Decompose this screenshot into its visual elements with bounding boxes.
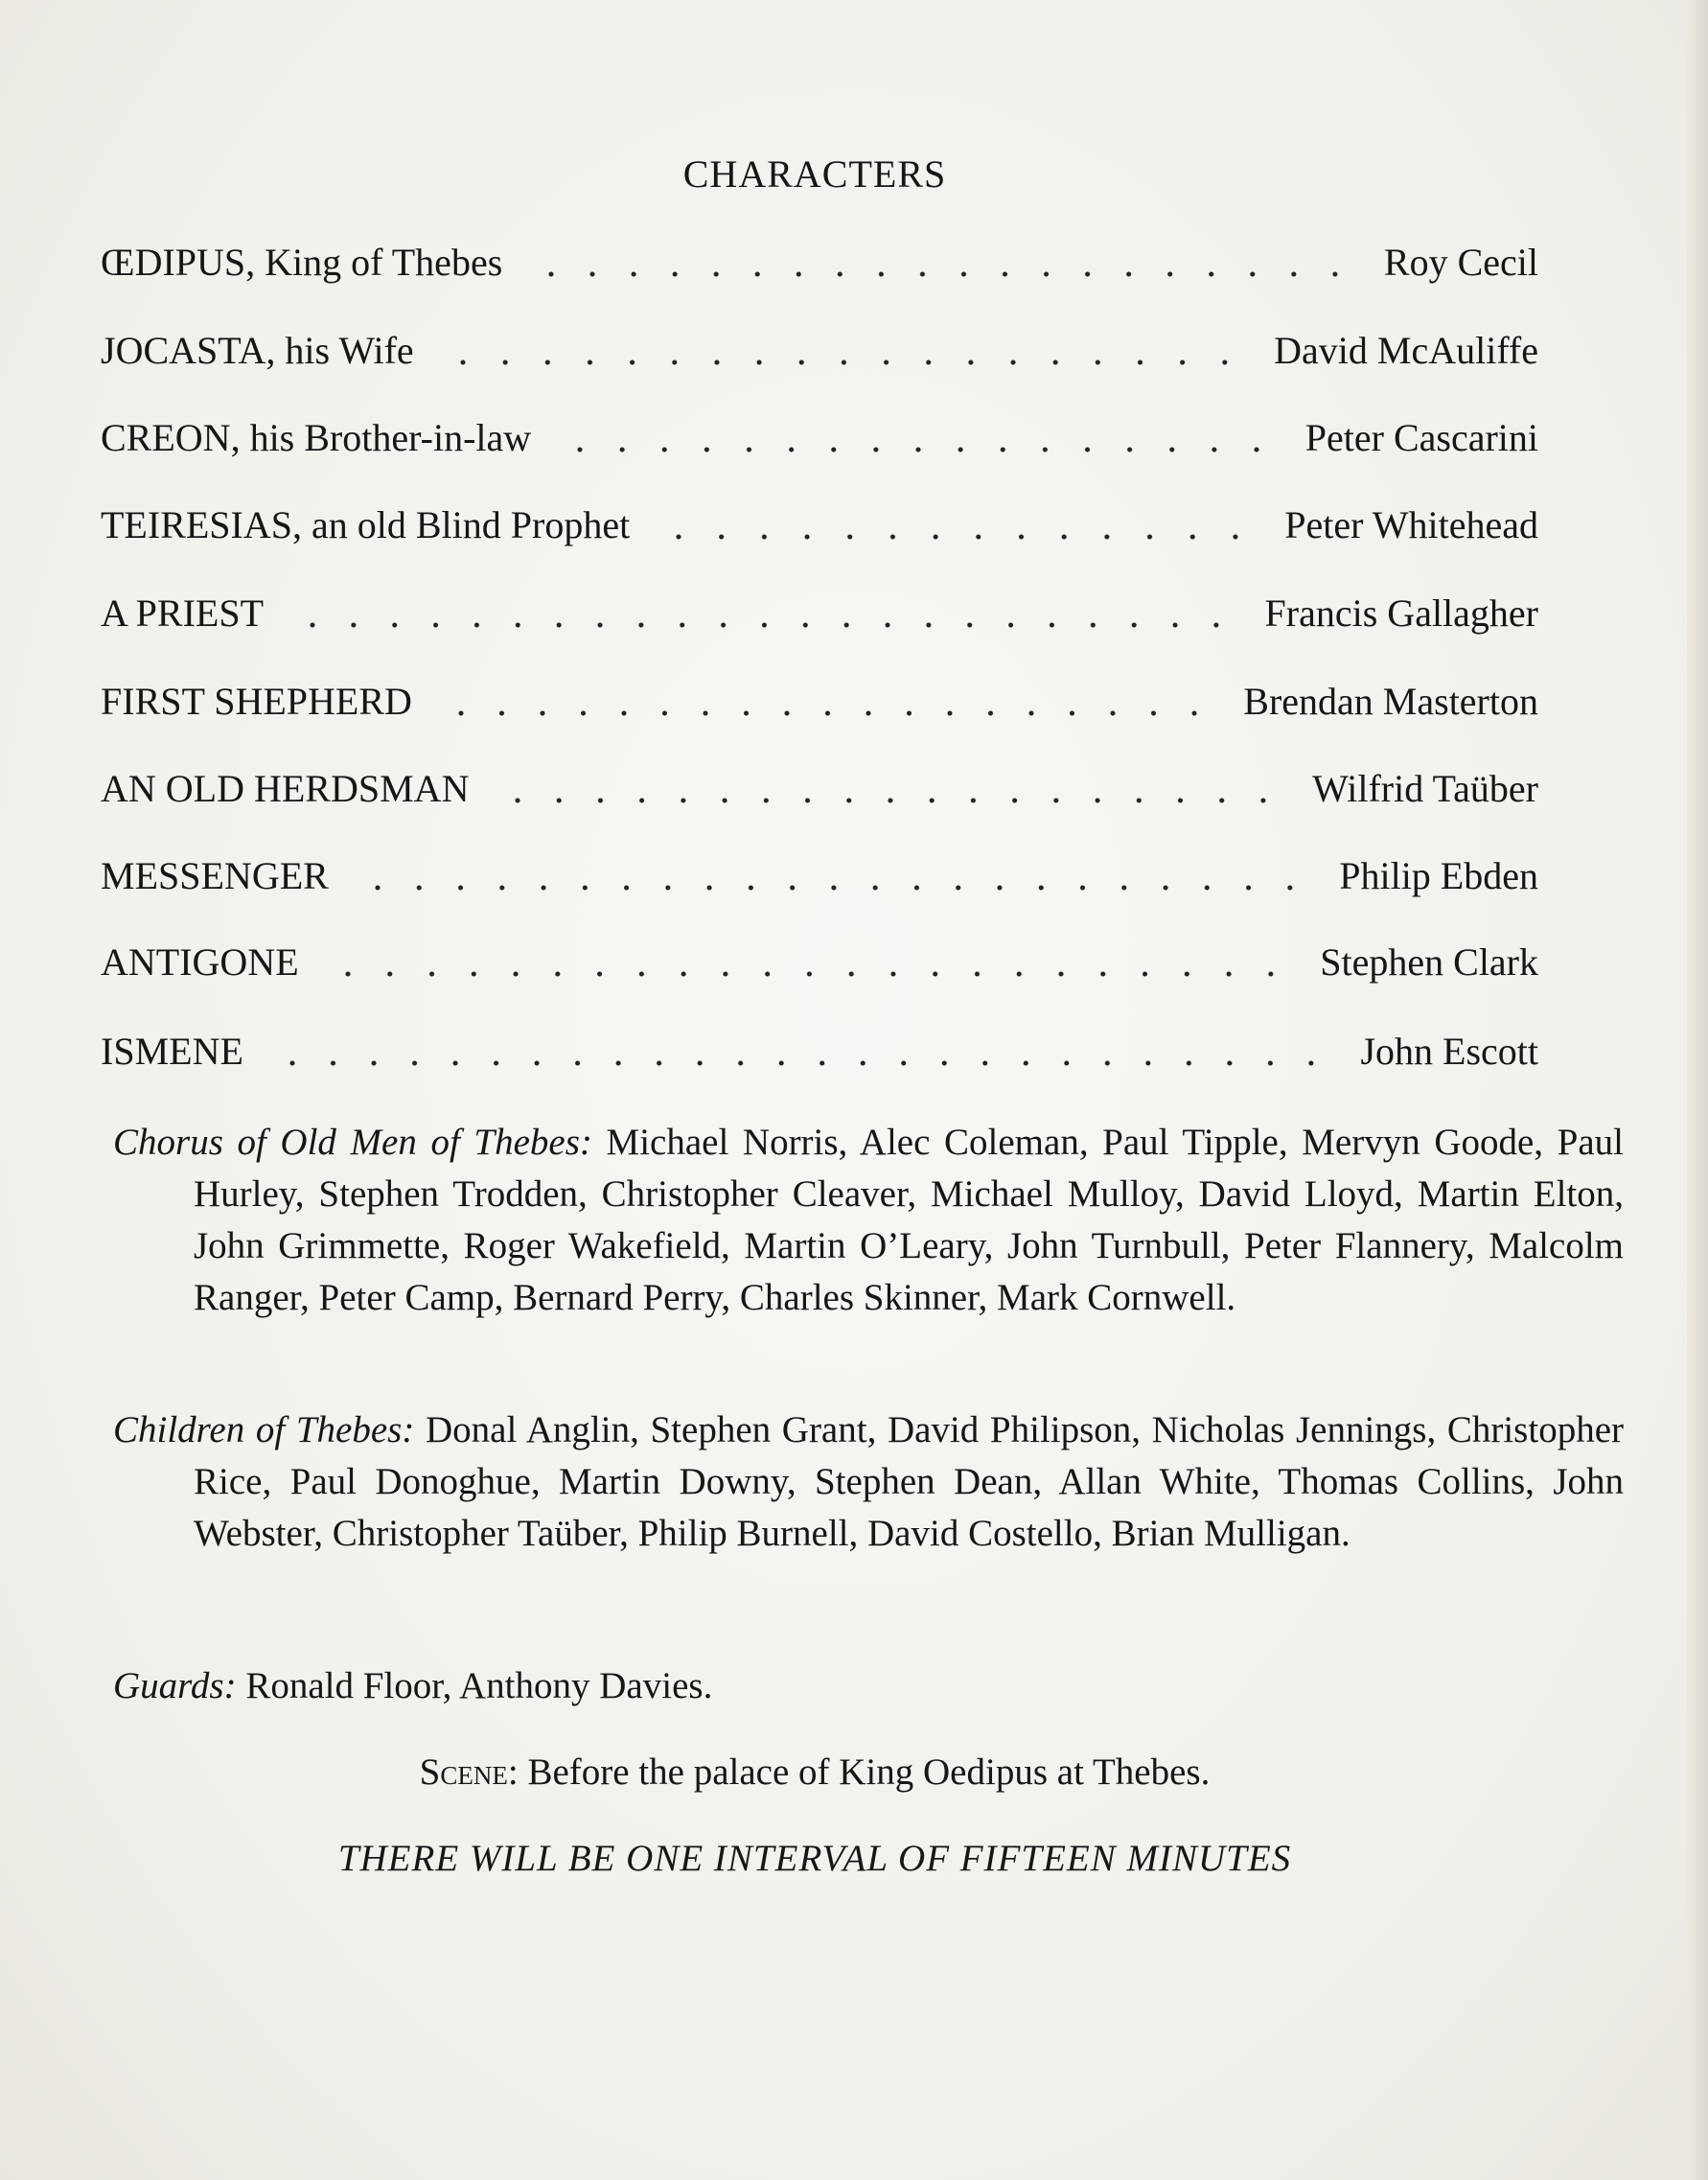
cast-row (101, 502, 1538, 547)
actor: Stephen Clark (1320, 940, 1538, 984)
role: FIRST SHEPHERD (101, 680, 412, 723)
dot-leader (443, 359, 1245, 366)
scene-line (0, 1751, 1629, 1794)
actor: Wilfrid Taüber (1312, 767, 1538, 810)
actor: Peter Whitehead (1284, 503, 1538, 546)
children-paragraph (113, 1404, 1624, 1560)
dot-leader (441, 709, 1214, 717)
cast-row (101, 328, 1538, 373)
group-names: Donal Anglin, Stephen Grant, David Philipson, Nicholas Jennings, Christopher Rice, Paul Donoghue, Martin Downy, Stephen Dean, Allan White, Thomas Collins, John Webster, Christopher Taüber, Philip Burnell, David Costello, Brian Mulligan. (194, 1409, 1624, 1554)
dot-leader (658, 533, 1256, 541)
group-label: Children of Thebes: (113, 1409, 415, 1450)
actor: John Escott (1360, 1030, 1538, 1073)
role: AN OLD HERDSMAN (101, 767, 470, 810)
paper-edge (1687, 0, 1708, 2180)
dot-leader (328, 970, 1292, 978)
cast-row (101, 240, 1538, 285)
role: ANTIGONE (101, 940, 299, 984)
dot-leader (358, 884, 1310, 892)
guards-paragraph (113, 1660, 1624, 1712)
actor: Peter Cascarini (1304, 416, 1538, 459)
role: CREON, his Brother-in-law (101, 416, 532, 459)
dot-leader (560, 446, 1277, 453)
cast-row (101, 939, 1538, 985)
dot-leader (292, 621, 1236, 629)
characters-heading: CHARACTERS (682, 152, 947, 196)
scene-label: Scene: (419, 1751, 519, 1793)
cast-row (101, 415, 1538, 460)
cast-row (101, 766, 1538, 811)
actor: Francis Gallagher (1264, 591, 1538, 635)
actor: Brendan Masterton (1243, 680, 1538, 723)
scene-text: Before the palace of King Oedipus at Thebes. (527, 1751, 1211, 1793)
cast-row (101, 591, 1538, 636)
group-names: Ronald Floor, Anthony Davies. (245, 1665, 713, 1706)
role: JOCASTA, his Wife (101, 329, 414, 372)
dot-leader (272, 1059, 1332, 1067)
cast-row (101, 679, 1538, 724)
group-names: Michael Norris, Alec Coleman, Paul Tipple, Mervyn Goode, Paul Hurley, Stephen Trodden, Christopher Cleaver, Michael Mulloy, David Lloyd, Martin Elton, John Grimmette, Roger Wakefield, Martin O’Leary, John Turnbull, Peter Flannery, Malcolm Ranger, Peter Camp, Bernard Perry, Charles Skinner, Mark Cornwell. (194, 1122, 1624, 1318)
actor: Roy Cecil (1383, 241, 1538, 284)
role: MESSENGER (101, 854, 329, 897)
cast-row (101, 1029, 1538, 1074)
actor: David McAuliffe (1274, 329, 1538, 372)
role: A PRIEST (101, 591, 265, 635)
group-label: Chorus of Old Men of Thebes: (113, 1122, 592, 1163)
group-label: Guards: (113, 1665, 237, 1706)
chorus-paragraph (113, 1117, 1624, 1324)
dot-leader (531, 270, 1355, 278)
role: ŒDIPUS, King of Thebes (101, 241, 503, 284)
role: ISMENE (101, 1030, 243, 1073)
actor: Philip Ebden (1339, 854, 1538, 897)
dot-leader (497, 797, 1283, 804)
role: TEIRESIAS, an old Blind Prophet (101, 503, 631, 546)
cast-row (101, 853, 1538, 898)
interval-notice: THERE WILL BE ONE INTERVAL OF FIFTEEN MINUTES (337, 1838, 1292, 1879)
